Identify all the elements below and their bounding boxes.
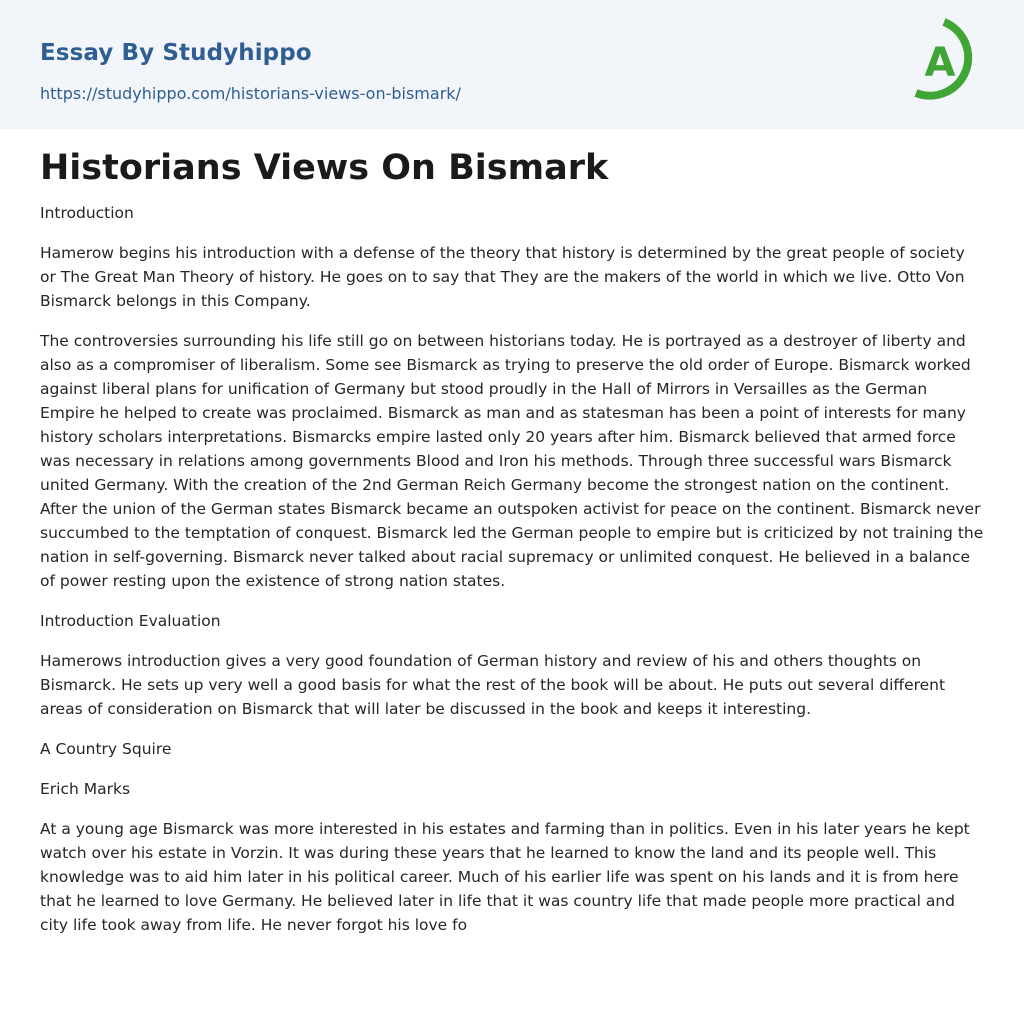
paragraph: The controversies surrounding his life still go on between historians today. He is portrayed as a destroyer of liberty and also as a compromiser of liberalism. Some see Bismarck as trying to preserve the old order of Europe. Bismarck worked against liberal plans for unification of Germany but stood proudly in the Hall of Mirrors in Versailles as the German Empire he helped to create was proclaimed. Bismarck as man and as statesman has been a point of interests for many history scholars interpretations. Bismarcks empire lasted only 20 years after him. Bismarck believed that armed force was necessary in relations among governments Blood and Iron his methods. Through three successful wars Bismarck united Germany. With the creation of the 2nd German Reich Germany become the strongest nation on the continent. After the union of the German states Bismarck became an outspoken activist for peace on the continent. Bismarck never succumbed to the temptation of conquest. Bismarck led the German people to empire but is criticized by not training the nation in self-governing. Bismarck never talked about racial supremacy or unlimited conquest. He believed in a balance of power resting upon the existence of strong nation states. bbox=[40, 332, 984, 590]
page-url-link[interactable]: https://studyhippo.com/historians-views-on-bismark/ bbox=[40, 84, 461, 103]
section-author-erich-marks: Erich Marks bbox=[40, 780, 131, 798]
section-heading-introduction: Introduction bbox=[40, 204, 134, 222]
paragraph: At a young age Bismarck was more interested in his estates and farming than in politics. Even in his later years he kept watch over his estate in Vorzin. It was during these years that he learned to know the land and its people well. This knowledge was to aid him later in his political career. Much of his earlier life was spent on his lands and it is from here that he learned to love Germany. He believed later in life that it was country life that made people more practical and city life took away from life. He never forgot his love fo bbox=[40, 820, 970, 934]
page-title: Historians Views On Bismark bbox=[40, 148, 609, 188]
logo-letter: A bbox=[924, 40, 956, 86]
site-title[interactable]: Essay By Studyhippo bbox=[40, 40, 312, 66]
paragraph: Hamerow begins his introduction with a defense of the theory that history is determined by the great people of society or The Great Man Theory of history. He goes on to say that They are the makers of the world in which we live. Otto Von Bismarck belongs in this Company. bbox=[40, 244, 965, 310]
studyhippo-logo-icon[interactable] bbox=[904, 18, 988, 106]
paragraph: Hamerows introduction gives a very good foundation of German history and review of his and others thoughts on Bismarck. He sets up very well a good basis for what the rest of the book will be about. He puts out several different areas of consideration on Bismarck that will later be discussed in the book and keeps it interesting. bbox=[40, 652, 946, 718]
site-header bbox=[0, 0, 1024, 129]
section-heading-country-squire: A Country Squire bbox=[40, 740, 172, 758]
section-heading-introduction-evaluation: Introduction Evaluation bbox=[40, 612, 221, 630]
article bbox=[40, 144, 984, 953]
